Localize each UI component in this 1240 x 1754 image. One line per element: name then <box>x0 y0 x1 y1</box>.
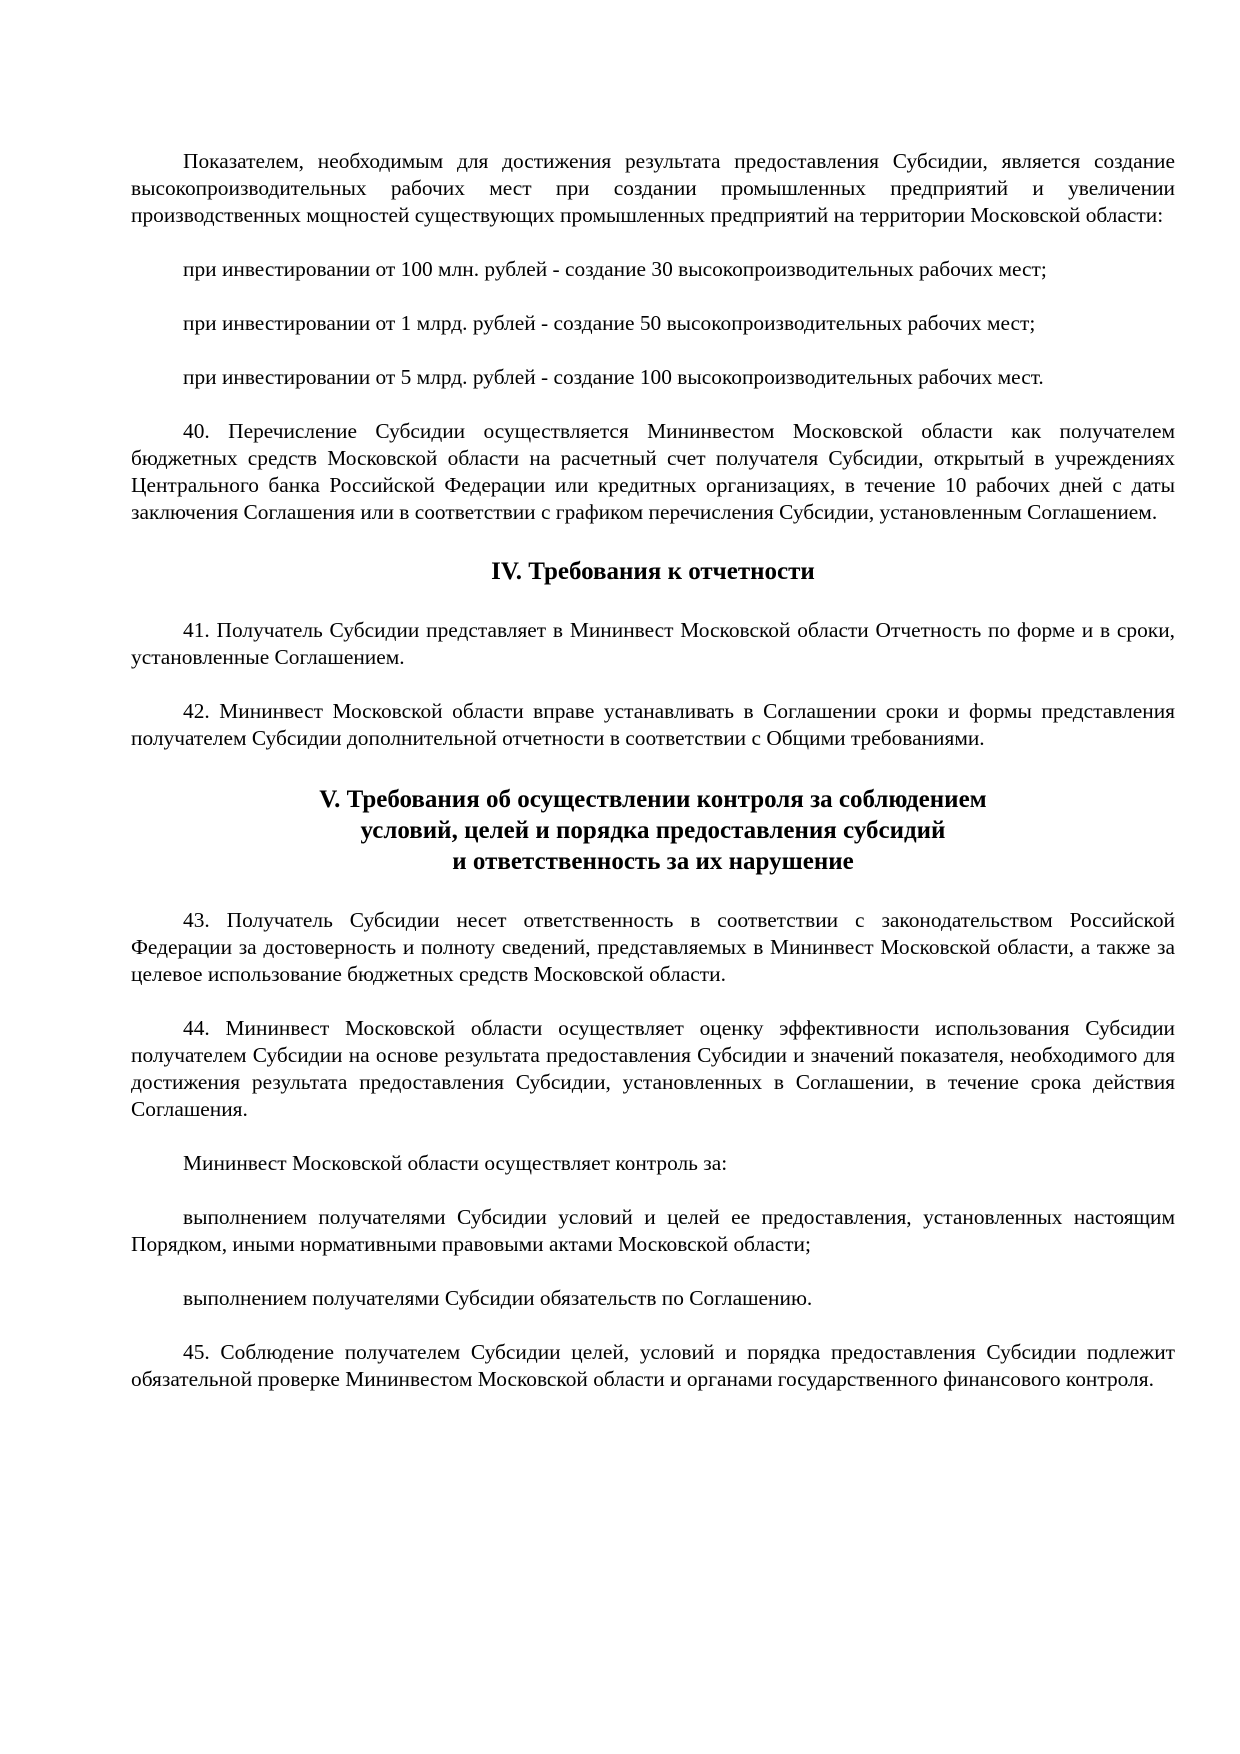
paragraph-investment-1b: при инвестировании от 1 млрд. рублей - создание 50 высокопроизводительных рабочих мест; <box>183 311 1036 335</box>
paragraph-clause-41: 41. Получатель Субсидии представляет в Мининвест Московской области Отчетность по форме и в сроки, установленные Соглашением. <box>131 618 1175 669</box>
section-v-heading <box>131 784 1175 877</box>
paragraph-clause-40: 40. Перечисление Субсидии осуществляется Мининвестом Московской области как получателем бюджетных средств Московской области на расчетный счет получателя Субсидии, открытый в учреждениях Центрального банка Российской Федерации или кредитных организациях, в течение 10 рабочих дней с даты заключения Соглашения или в соответствии с графиком перечисления Субсидии, установленным Соглашением. <box>131 419 1175 524</box>
section-v-heading-line-3: и ответственность за их нарушение <box>452 848 854 875</box>
paragraph-clause-45: 45. Соблюдение получателем Субсидии целей, условий и порядка предоставления Субсидии подлежит обязательной проверке Мининвестом Московской области и органами государственного финансового контроля. <box>131 1340 1175 1391</box>
section-iv-heading: IV. Требования к отчетности <box>491 558 815 585</box>
paragraph-investment-5b: при инвестировании от 5 млрд. рублей - создание 100 высокопроизводительных рабочих мест. <box>183 365 1044 389</box>
paragraph-control-conditions: выполнением получателями Субсидии условий и целей ее предоставления, установленных настоящим Порядком, иными нормативными правовыми актами Московской области; <box>131 1205 1175 1256</box>
paragraph-investment-100m: при инвестировании от 100 млн. рублей - создание 30 высокопроизводительных рабочих мест; <box>183 257 1047 281</box>
paragraph-clause-43: 43. Получатель Субсидии несет ответственность в соответствии с законодательством Российской Федерации за достоверность и полноту сведений, представляемых в Мининвест Московской области, а также за целевое использование бюджетных средств Московской области. <box>131 908 1175 986</box>
paragraph-indicator-intro: Показателем, необходимым для достижения результата предоставления Субсидии, является создание высокопроизводительных рабочих мест при создании промышленных предприятий и увеличении производственных мощностей существующих промышленных предприятий на территории Московской области: <box>131 149 1175 227</box>
document-page <box>131 148 1175 1393</box>
paragraph-control-obligations: выполнением получателями Субсидии обязательств по Соглашению. <box>183 1286 813 1310</box>
paragraph-clause-42: 42. Мининвест Московской области вправе устанавливать в Соглашении сроки и формы представления получателем Субсидии дополнительной отчетности в соответствии с Общими требованиями. <box>131 699 1175 750</box>
section-v-heading-line-1: V. Требования об осуществлении контроля за соблюдением <box>319 786 987 813</box>
paragraph-clause-44: 44. Мининвест Московской области осуществляет оценку эффективности использования Субсидии получателем Субсидии на основе результата предоставления Субсидии и значений показателя, необходимого для достижения результата предоставления Субсидии, установленных в Соглашении, в течение срока действия Соглашения. <box>131 1016 1175 1121</box>
section-v-heading-line-2: условий, целей и порядка предоставления субсидий <box>360 817 946 844</box>
paragraph-control-intro: Мининвест Московской области осуществляет контроль за: <box>183 1151 728 1175</box>
